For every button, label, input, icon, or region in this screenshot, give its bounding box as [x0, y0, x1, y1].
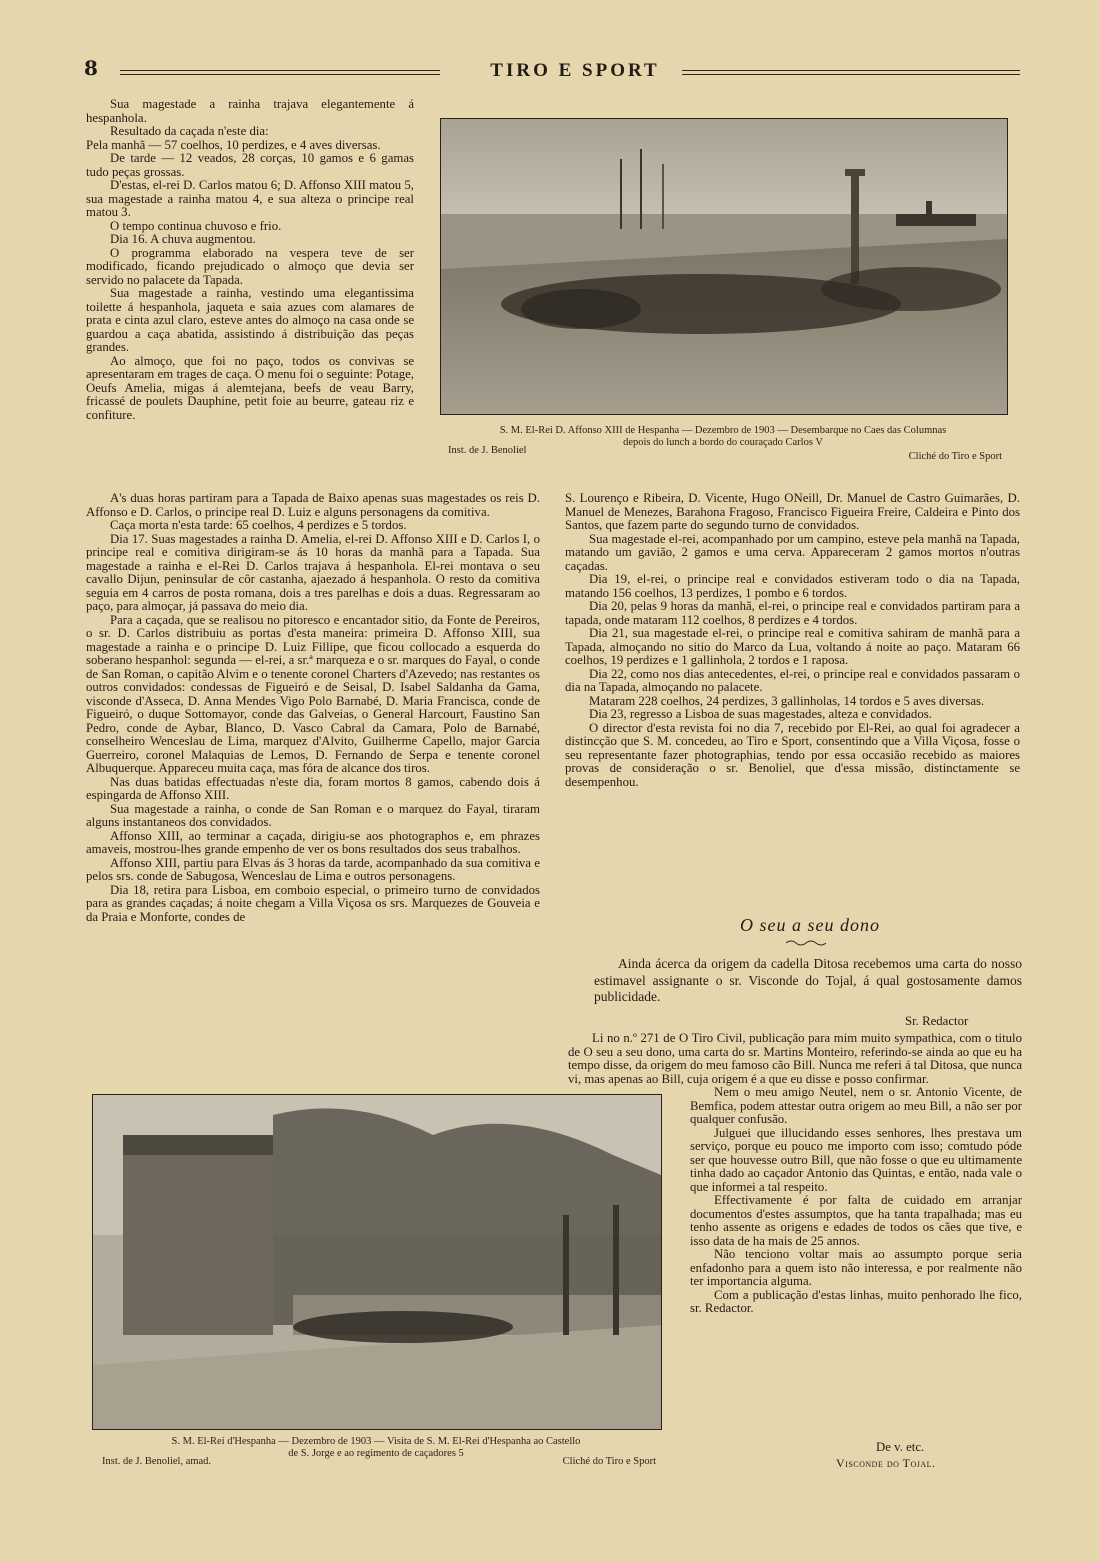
paragraph: Affonso XIII, ao terminar a caçada, dirigiu-se aos photographos e, em phrazes amaveis, mostrou-lhes grande empenho de ver os bons resultados dos seus trabalhos.	[86, 828, 540, 856]
photo-credit: Inst. de J. Benoliel	[448, 445, 527, 456]
article-column-left-wide	[86, 492, 540, 1076]
paragraph: Pela manhã — 57 coelhos, 10 perdizes, e 4 aves diversas.	[86, 137, 381, 152]
paragraph: O programma elaborado na vespera teve de ser modificado, ficando prejudicado o almoço que devia ser servido no palacete da Tapada.	[86, 245, 414, 287]
page-number: 8	[84, 56, 98, 80]
photo-top-caption	[440, 425, 1006, 465]
paragraph: Dia 16. A chuva augmentou.	[110, 232, 256, 246]
paragraph: S. Lourenço e Ribeira, D. Vicente, Hugo ONeill, Dr. Manuel de Castro Guimarães, D. Manuel de Menezes, Barahona Fragoso, Francisco Figueira Freire, Caldeira e Pinto dos Santos, que fazem parte do segundo turno de convidados.	[565, 492, 1020, 532]
paragraph: Sua magestade a rainha trajava elegantemente á hespanhola.	[86, 98, 414, 125]
masthead-title: TIRO E SPORT	[490, 60, 660, 81]
paragraph: Ainda ácerca da origem da cadella Ditosa recebemos uma carta do nosso estimavel assignante o sr. Visconde do Tojal, á qual gostosamente damos publicidade.	[594, 956, 1022, 1004]
paragraph: Dia 17. Suas magestades a rainha D. Amelia, el-rei D. Affonso XIII e D. Carlos I, o principe real e comitiva dirigiram-se ás 10 horas da manhã para a Tapada. Sua magestade a rainha e el-Rei D. Carlos trajava á hespanhola. El-rei montava o seu cavallo Dijun, peninsular de côr castanha, ajaezado á hespanhola. O resto da comitiva seguia em 4 carros de posta romana, dois a tres parelhas e dois a duas. Regressaram ao paço, para almoçar, já passava do meio dia.	[86, 531, 540, 613]
letter-salutation: Sr. Redactor	[905, 1014, 969, 1028]
caption-line: de S. Jorge e ao regimento de caçadores 5	[288, 1448, 464, 1459]
photo-harbour-landing	[440, 118, 1008, 415]
paragraph: Sua magestade el-rei, acompanhado por um campino, esteve pela manhã na Tapada, matando um gavião, 2 gamos e uma cerva. Appareceram 2 gamos mortos n'outras caçadas.	[565, 531, 1020, 573]
paragraph: Com a publicação d'estas linhas, muito penhorado lhe fico, sr. Redactor.	[690, 1287, 1022, 1315]
paragraph: Dia 18, retira para Lisboa, em comboio especial, o primeiro turno de convidados para as grandes caçadas; á noite chegam a Villa Viçosa os srs. Marquezes de Gouveia e da Praia e Monforte, condes de	[86, 882, 540, 924]
caption-line: depois do lunch a bordo do couraçado Carlos V	[623, 437, 823, 448]
paragraph: Dia 22, como nos dias antecedentes, el-rei, o principe real e convidados passaram o dia na Tapada, almoçando no palacete.	[565, 666, 1020, 694]
paragraph: Resultado da caçada n'este dia:	[110, 124, 269, 138]
paragraph: Caça morta n'esta tarde: 65 coelhos, 4 perdizes e 5 tordos.	[110, 518, 407, 532]
letter-body	[690, 1086, 1022, 1426]
paragraph: Li no n.º 271 de O Tiro Civil, publicação para mim muito sympathica, com o titulo de O seu a seu dono, uma carta do sr. Martins Monteiro, referindo-se ainda ao que eu ha tempo disse, da origem do meu famoso cão Bill. Nunca me referi á tal Ditosa, que nunca vi, mas apenas ao Bill, cuja origem é a que eu disse e posso confirmar.	[568, 1032, 1022, 1086]
photo-bottom-caption	[92, 1436, 660, 1474]
paragraph: Ao almoço, que foi no paço, todos os convivas se apresentaram em trages de caça. O menu foi o seguinte: Potage, Oeufs Amelia, migas á alemtejana, beefs de veau Barry, fricassé de poulets Dauphine, petit foie au beurre, gateau riz e confiture.	[86, 353, 414, 422]
paragraph: Não tenciono voltar mais ao assumpto porque seria enfadonho para a quem isto não interessa, e por realmente não ter importancia alguma.	[690, 1247, 1022, 1288]
photo-credit: Inst. de J. Benoliel, amad.	[102, 1456, 212, 1467]
paragraph: Dia 19, el-rei, o principe real e convidados estiveram todo o dia na Tapada, matando 156 coelhos, 13 perdizes, 1 pombo e 6 tordos.	[565, 572, 1020, 600]
section-intro	[594, 956, 1022, 1008]
article-column-right	[565, 492, 1020, 902]
photo-castle-visit	[92, 1094, 662, 1430]
letter-signature: Visconde do Tojal.	[836, 1456, 936, 1470]
paragraph: O tempo continua chuvoso e frio.	[110, 218, 282, 233]
castle-photo-illustration	[93, 1095, 661, 1429]
letter-opening	[568, 1032, 1022, 1086]
paragraph: Para a caçada, que se realisou no pitoresco e encantador sitio, da Fonte de Pereiros, o sr. D. Carlos distribuiu as portas d'esta maneira: primeira D. Affonso XIII, sua magestade a rainha e o principe D. Luiz Fillipe, que ficou collocado a esquerda do soberano hespanhol: segunda — el-rei, a sr.ª marqueza e o sr. marques do Fayal, o conde de San Roman, o capitão Alvim e o tenente coronel Charters d'Azevedo; nas restantes os outros convidados: condessas de Figueiró e de Seisal, D. Isabel Saldanha da Gama, visconde d'Asseca, D. Anna Mendes Vigo Polo Barnabé, D. Maria Francisca, conde de Figueiró, o duque Sottomayor, conde das Galveias, o General Harcourt, Faustino San Pedro, conde de Aybar, Blanco, D. Vasco Cabral da Camara, Polo de Barnabé, conselheiro Wenceslau de Lima, marquez d'Alvito, Guilherme Capello, major Garcia Guerreiro, coronel Malaquias de Lemos, D. Fernando de Serpa e tenente coronel Albuquerque. Appareceu muita caça, mas fóra de alcance dos tiros.	[86, 612, 540, 775]
caption-line: S. M. El-Rei D. Affonso XIII de Hespanha — Dezembro de 1903 — Desembarque no Caes das Columnas	[499, 425, 947, 436]
paragraph: Effectivamente é por falta de cuidado em arranjar documentos d'estes assumptos, que ha tanta trapalhada; mas eu tenho assente as origens e edades de todos os cães que tive, e isso data de ha mais de 25 annos.	[690, 1193, 1022, 1248]
letter-closing: De v. etc.	[876, 1440, 925, 1454]
header-rule-right	[682, 70, 1020, 71]
paragraph: D'estas, el-rei D. Carlos matou 6; D. Affonso XIII matou 5, sua magestade a rainha matou 4, e sua alteza o principe real matou 3.	[86, 178, 414, 219]
photo-credit: Cliché do Tiro e Sport	[908, 451, 1002, 462]
section-title: O seu a seu dono	[740, 915, 880, 935]
paragraph: Nem o meu amigo Neutel, nem o sr. Antonio Vicente, de Bemfica, podem attestar outra origem ao meu Bill, a não ser por qualquer confusão.	[690, 1086, 1022, 1126]
paragraph: Dia 20, pelas 9 horas da manhã, el-rei, o principe real e convidados partiram para a tapada, onde mataram 112 coelhos, 8 perdizes e 4 tordos.	[565, 599, 1020, 627]
paragraph: De tarde — 12 veados, 28 corças, 10 gamos e 6 gamas tudo peças grossas.	[86, 151, 414, 179]
paragraph: Dia 21, sua magestade el-rei, o principe real e comitiva sahiram de manhã para a Tapada, almoçando no sitio do Marco da Lua, voltando á noite ao paço. Mataram 66 coelhos, 19 perdizes e 1 gallinhola, 2 tordos e 1 raposa.	[565, 626, 1020, 667]
photo-credit: Cliché do Tiro e Sport	[562, 1456, 656, 1467]
header-rule-left	[120, 70, 440, 71]
paragraph: Mataram 228 coelhos, 24 perdizes, 3 gallinholas, 14 tordos e 5 aves diversas.	[589, 693, 985, 708]
article-column-left	[86, 98, 414, 493]
paragraph: O director d'esta revista foi no dia 7, recebido por El-Rei, ao qual foi agradecer a distincção que S. M. concedeu, ao Tiro e Sport, consentindo que a Villa Viçosa, fosse o seu representante fazer photographias, tendo por essa occasião recebido as maiores provas de consideração o sr. Benoliel, que d'essa missão, distinctamente se desempenhou.	[565, 720, 1020, 789]
paragraph: Julguei que illucidando esses senhores, lhes prestava um serviço, porque eu pouco me importo com isso; comtudo póde ser que houvesse outro Bill, que não fosse o que eu ultimamente tinha dado ao caçador Antonio das Quintas, e então, nada vale o que informei a tal respeito.	[690, 1125, 1022, 1194]
header-rule-left-2	[120, 74, 440, 75]
paragraph: Sua magestade a rainha, o conde de San Roman e o marquez do Fayal, tiraram alguns instantaneos dos convidados.	[86, 801, 540, 829]
caption-line: S. M. El-Rei d'Hespanha — Dezembro de 1903 — Visita de S. M. El-Rei d'Hespanha ao Castello	[171, 1436, 581, 1447]
paragraph: Dia 23, regresso a Lisboa de suas magestades, alteza e convidados.	[589, 707, 932, 721]
harbour-photo-illustration	[441, 119, 1007, 414]
paragraph: Nas duas batidas effectuadas n'este dia, foram mortos 8 gamos, cabendo dois á espingarda de Affonso XIII.	[86, 774, 540, 802]
paragraph: Sua magestade a rainha, vestindo uma elegantissima toilette á hespanhola, jaqueta e saia azues com alamares de prata e cinta azul claro, esteve antes do almoço na casa onde se guardou a caça abatida, assistindo á distribuição das peças grandes.	[86, 286, 414, 354]
paragraph: A's duas horas partiram para a Tapada de Baixo apenas suas magestades os reis D. Affonso e D. Carlos, o principe real D. Luiz e alguns personagens da comitiva.	[86, 492, 540, 519]
paragraph: Affonso XIII, partiu para Elvas ás 3 horas da tarde, acompanhado da sua comitiva e pelos srs. conde de Sabugosa, Wenceslau de Lima e outros personagens.	[86, 855, 540, 883]
header-rule-right-2	[682, 74, 1020, 75]
ornament-squiggle	[786, 939, 826, 947]
